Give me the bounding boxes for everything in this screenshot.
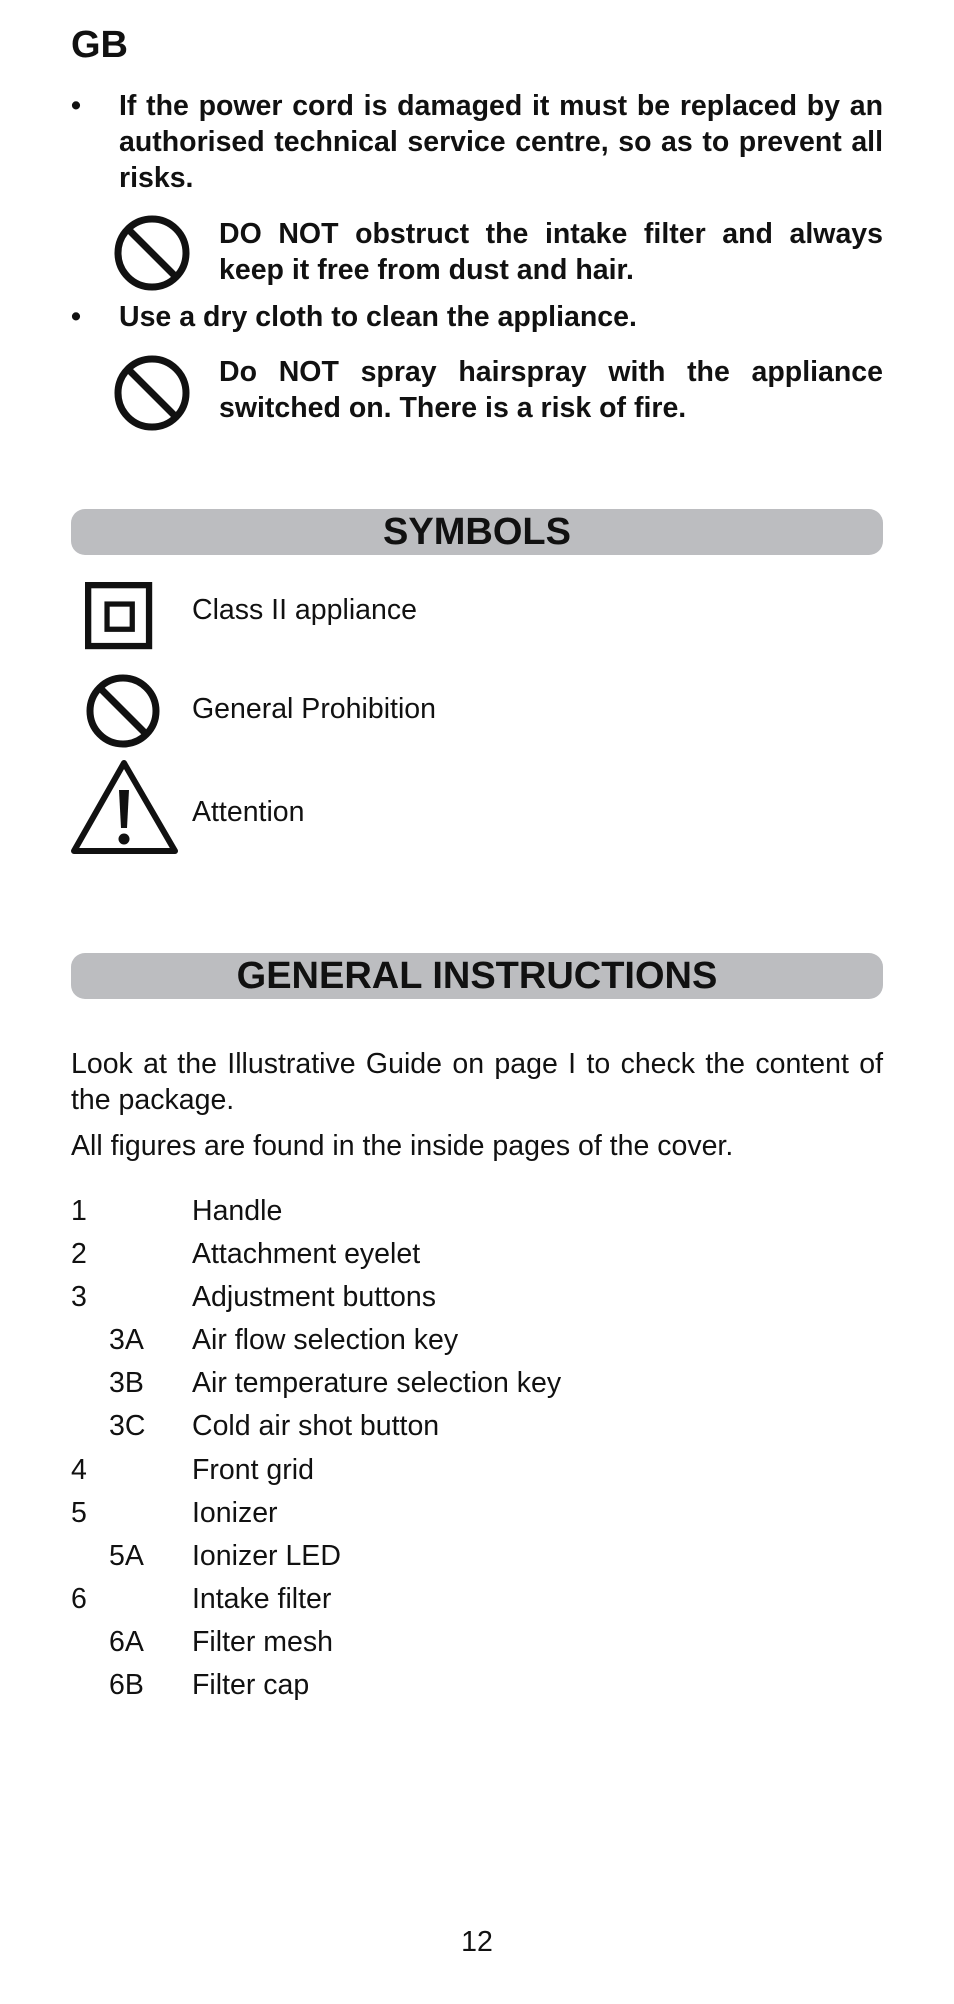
parts-list-item [71,1581,883,1624]
warning-intake-filter [113,214,883,288]
part-number: 3B [109,1367,144,1400]
instructions-paragraph: Look at the Illustrative Guide on page I to check the content of the package. [71,1048,883,1116]
part-name: Air flow selection key [192,1324,459,1357]
parts-list [71,1193,883,1710]
class-ii-appliance-icon [85,582,185,682]
part-number: 3A [109,1324,144,1357]
safety-bullet-text: Use a dry cloth to clean the appliance. [119,301,637,333]
part-number: 5A [109,1539,144,1572]
part-name: Filter cap [192,1669,310,1702]
parts-list-item [71,1538,883,1581]
part-name: Filter mesh [192,1625,333,1658]
bullet-point: • [71,301,81,333]
part-number: 1 [71,1195,87,1227]
part-number: 5 [71,1496,87,1529]
safety-bullet-dry-cloth [71,299,883,335]
warning-text: Do NOT spray hairspray with the appliance switched on. There is a risk of fire. [219,356,883,424]
parts-list-item [71,1495,883,1538]
parts-list-item [71,1365,883,1408]
bullet-point: • [71,90,81,122]
warning-hairspray [113,354,883,426]
parts-list-item [71,1322,883,1365]
general-instructions-heading: GENERAL INSTRUCTIONS [71,953,883,999]
part-name: Ionizer LED [192,1539,341,1572]
page-number: 12 [461,1926,493,1958]
part-number: 6 [71,1582,87,1615]
part-name: Front grid [192,1453,314,1486]
instructions-paragraph: All figures are found in the inside pages of the cover. [71,1130,734,1162]
parts-list-item [71,1667,883,1710]
prohibition-icon [85,673,165,753]
parts-list-item [71,1193,883,1236]
part-name: Adjustment buttons [192,1281,436,1314]
parts-list-item [71,1408,883,1451]
parts-list-item [71,1452,883,1495]
part-number: 3 [71,1281,87,1314]
part-number: 6A [109,1625,144,1658]
safety-bullet-power-cord [71,88,883,196]
part-name: Air temperature selection key [192,1367,562,1400]
part-name: Cold air shot button [192,1410,440,1443]
prohibition-icon [113,354,191,432]
warning-text: DO NOT obstruct the intake filter and always keep it free from dust and hair. [219,218,883,286]
part-name: Ionizer [192,1496,278,1529]
safety-bullet-text: If the power cord is damaged it must be replaced by an authorised technical service centre, so as to prevent all risks. [119,90,883,194]
parts-list-item [71,1279,883,1322]
part-name: Handle [192,1195,283,1227]
part-name: Attachment eyelet [192,1238,421,1271]
language-code: GB [71,24,128,66]
part-number: 6B [109,1669,144,1702]
prohibition-icon [113,214,191,292]
symbol-label: Attention [192,796,305,828]
symbol-label: General Prohibition [192,693,436,725]
part-number: 4 [71,1453,87,1486]
part-name: Intake filter [192,1582,332,1615]
parts-list-item [71,1236,883,1279]
attention-warning-icon [71,758,181,858]
part-number: 3C [109,1410,146,1443]
symbols-heading: SYMBOLS [71,509,883,555]
part-number: 2 [71,1238,87,1271]
symbol-label: Class II appliance [192,594,417,626]
parts-list-item [71,1624,883,1667]
